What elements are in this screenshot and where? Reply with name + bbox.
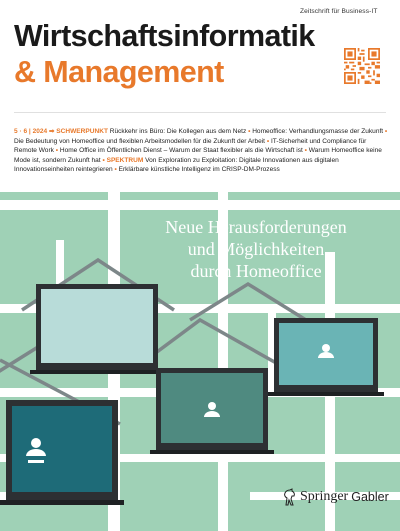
publisher-imprint: Gabler: [351, 490, 389, 504]
laptop-center: [150, 368, 274, 454]
bullet-separator: •: [248, 128, 251, 135]
toc-item[interactable]: Rückkehr ins Büro: Die Kollegen aus dem Netz: [109, 128, 247, 135]
bullet-separator: •: [384, 128, 388, 135]
toc-item[interactable]: Home Office im Öffentlichen Dienst – Warum der Staat flexibler als die Wirtschaft ist: [59, 147, 303, 155]
toc-item[interactable]: Homeoffice: Verhandlungsmasse der Zukunft: [252, 128, 384, 135]
springer-horse-icon: [283, 488, 297, 506]
bullet-separator: •: [55, 147, 59, 155]
toc-item[interactable]: Erklärbare künstliche Intelligenz im CRISP-DM-Prozess: [118, 166, 280, 174]
bullet-separator: •: [266, 137, 270, 145]
issue-number: 5 · 6 | 2024: [14, 128, 48, 135]
spektrum-label: SPEKTRUM: [106, 156, 144, 164]
schwerpunkt-label: SCHWERPUNKT: [56, 128, 108, 135]
toc-item[interactable]: Die Bedeutung von Homeoffice und flexiblen Arbeitsmodellen für die Zukunft der Arbeit: [14, 137, 265, 145]
laptop-right: [268, 318, 384, 396]
journal-title: Wirtschaftsinformatik: [14, 19, 315, 53]
journal-kicker: Zeitschrift für Business-IT: [300, 8, 378, 15]
publisher-name: Springer: [300, 489, 349, 504]
arrow-icon: ➡: [48, 128, 55, 135]
table-of-contents: [14, 127, 390, 175]
headline-line: und Möglichkeiten: [187, 239, 325, 259]
headline-line: Neue Herausforderungen: [165, 217, 347, 237]
laptop-bottom-left: [0, 400, 124, 505]
header-divider: [14, 112, 386, 113]
journal-title-management: & Management: [14, 55, 224, 89]
toc-item[interactable]: Von Exploration zu Exploitation: Digitale Innovationen aus digitalen Innovationseinheiten reintegrieren: [14, 156, 339, 174]
publisher-logo: [283, 487, 389, 507]
qr-code-icon[interactable]: [344, 48, 380, 84]
cover-headline: [120, 216, 392, 282]
bullet-separator: •: [304, 147, 307, 155]
headline-line: durch Homeoffice: [190, 261, 322, 281]
bullet-separator: •: [114, 166, 117, 174]
toc-item[interactable]: Warum Homeoffice keine Mode ist, sondern Zukunft hat: [14, 147, 382, 164]
laptop-top-left: [30, 284, 164, 374]
toc-item[interactable]: IT-Sicherheit und Compliance für Remote Work: [14, 137, 367, 155]
bullet-separator: •: [102, 156, 105, 164]
